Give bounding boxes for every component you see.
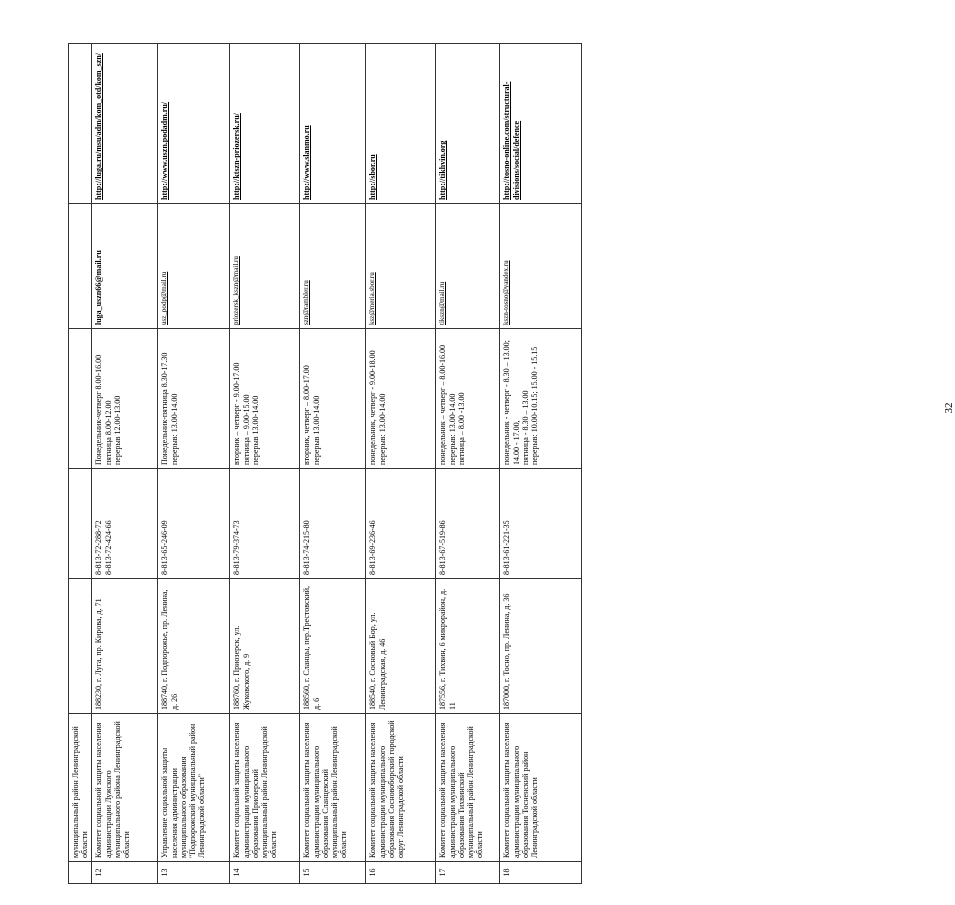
cell-org: Комитет социальной защиты населения администрации муниципального образования Сосновоборский городской округ Ленинградской области (366, 714, 436, 862)
cell-address: 187000, г. Тосно, пр. Ленина, д. 36 (500, 579, 582, 714)
cell-hours: Понедельник-пятница 8.30-17.30 перерыв: 13.00-14.00 (158, 329, 230, 469)
table-body (69, 44, 582, 884)
table-row (300, 44, 366, 884)
cell-email[interactable]: ksz@meria.sbor.ru (366, 204, 436, 329)
cell-email[interactable]: luga_uszn66@mail.ru (92, 204, 158, 329)
cell-phone: 8-813-79-374-73 (230, 469, 300, 579)
cell-phone: 8-813-69-236-46 (366, 469, 436, 579)
cell-address: 188760, г. Приозерск, ул. Жуковского, д. 9 (230, 579, 300, 714)
cell-hours: понедельник, четверг - 9.00-18.00 перерыв: 13.00-14.00 (366, 329, 436, 469)
table-row (436, 44, 500, 884)
cell-num: 17 (436, 862, 500, 884)
cell-hours: вторник, четверг – 8.00-17.00 перерыв 13.00-14.00 (300, 329, 366, 469)
cell-phone: 8-813-67-519-86 (436, 469, 500, 579)
cell-address: 188540, г. Сосновый Бор, ул. Ленинградская, д. 46 (366, 579, 436, 714)
cell-site[interactable]: http://ktszn-priozersk.ru/ (230, 44, 300, 204)
table-row (92, 44, 158, 884)
table-row (158, 44, 230, 884)
cell-hours: Понедельник-четверг 8.00-16.00 пятница 8.00-12.00 перерыв 12.00-13.00 (92, 329, 158, 469)
cell-hours: понедельник - четверг - 8.30 – 13.00; 14.00 - 17.00, пятница - 8.30 – 13.00 перерыв: 10.00-10.15; 15.00 - 15.15 (500, 329, 582, 469)
table-row (230, 44, 300, 884)
cell-address: 188560, г. Сланцы, пер.Трестовский, д. 6 (300, 579, 366, 714)
cell-num: 15 (300, 862, 366, 884)
cell-num (69, 862, 92, 884)
cell-email (69, 204, 92, 329)
cell-org: Комитет социальной защиты населения администрации Лужского муниципального района Ленинградской области (92, 714, 158, 862)
cell-org: Комитет социальной защиты населения администрации муниципального образования Тосненский район Ленинградской области (500, 714, 582, 862)
cell-site[interactable]: http://tikhvin.org (436, 44, 500, 204)
cell-org: Комитет социальной защиты населения администрации муниципального образования Тихвинский муниципальный район Ленинградской области (436, 714, 500, 862)
cell-site[interactable]: http://sbor.ru (366, 44, 436, 204)
cell-address (69, 579, 92, 714)
cell-num: 12 (92, 862, 158, 884)
cell-email[interactable]: kszn-tosno@yandex.ru (500, 204, 582, 329)
page-number: 32 (943, 402, 955, 414)
cell-org: Комитет социальной защиты населения администрации муниципального образования Приозерский муниципальный район Ленинградской области (230, 714, 300, 862)
cell-org: Комитет социальной защиты населения администрации муниципального образования Сланцевский муниципальный район Ленинградской области (300, 714, 366, 862)
cell-site[interactable]: http://tosno-online.com/structural-divisions/social/defence (500, 44, 582, 204)
cell-phone: 8-813-61-221-35 (500, 469, 582, 579)
cell-address: 188230, г. Луга, пр. Кирова, д. 71 (92, 579, 158, 714)
cell-org: Управление социальной защиты населения администрации муниципального образования "Подпорожский муниципальный район Ленинградской области" (158, 714, 230, 862)
cell-phone: 8-813-72-288-72 8-813-72-424-66 (92, 469, 158, 579)
cell-phone (69, 469, 92, 579)
cell-email[interactable]: usz_podp@mail.ru (158, 204, 230, 329)
cell-site[interactable]: http://www.uszn.podadm.ru/ (158, 44, 230, 204)
cell-site[interactable]: http://luga.ru/msu/adm/kom_otd/kom_szn/ (92, 44, 158, 204)
cell-site (69, 44, 92, 204)
organizations-table (68, 43, 582, 884)
cell-email[interactable]: szn@rambler.ru (300, 204, 366, 329)
cell-hours (69, 329, 92, 469)
cell-num: 14 (230, 862, 300, 884)
table-row-continued (69, 44, 92, 884)
cell-phone: 8-813-65-246-09 (158, 469, 230, 579)
cell-address: 187556, г. Тихвин, 6 микрорайон, д. 11 (436, 579, 500, 714)
cell-org: муниципальный район Ленинградской области (69, 714, 92, 862)
rotated-table-wrapper (68, 44, 580, 884)
table-row (500, 44, 582, 884)
cell-hours: вторник – четверг - 9.00-17.00 пятница – 9.00-15.00 перерыв 13.00-14.00 (230, 329, 300, 469)
cell-email[interactable]: priozersk_kszn@mail.ru (230, 204, 300, 329)
cell-address: 188740, г. Подпорожье, пр. Ленина, д. 26 (158, 579, 230, 714)
cell-phone: 8-813-74-215-80 (300, 469, 366, 579)
cell-num: 13 (158, 862, 230, 884)
cell-email[interactable]: tikszn@mail.ru (436, 204, 500, 329)
cell-site[interactable]: http://www.slanmo.ru (300, 44, 366, 204)
cell-num: 16 (366, 862, 436, 884)
cell-hours: понедельник – четверг – 8.00-16.00 перерыв: 13.00-14.00 пятница – 8.00 -13.00 (436, 329, 500, 469)
cell-num: 18 (500, 862, 582, 884)
table-row (366, 44, 436, 884)
